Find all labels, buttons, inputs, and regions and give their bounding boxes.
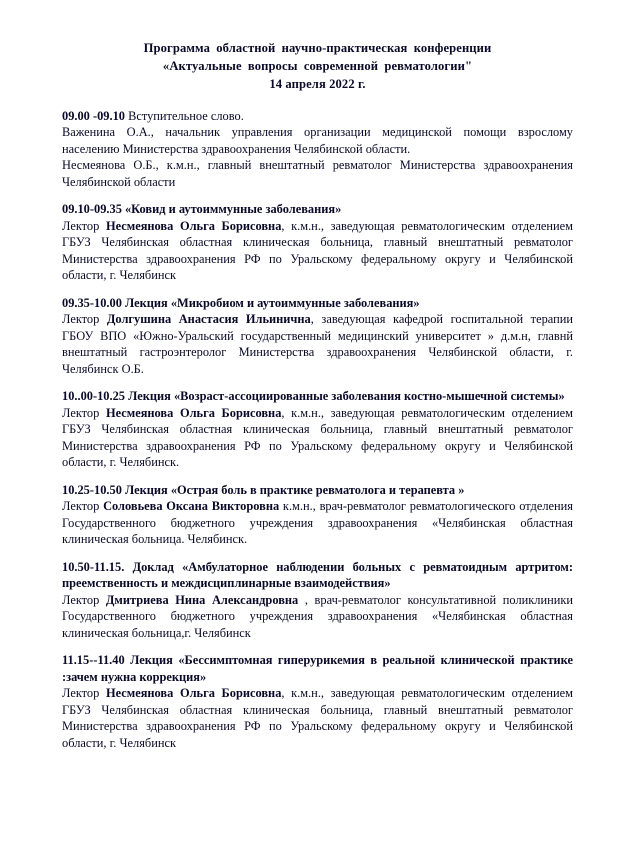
lecturer-details: , к.м.н., заведующая ревматологическим отделением ГБУЗ Челябинская областная клиническая больница, главный внештатный ревматолог Министерства здравоохранения РФ по Уральскому федеральному округу и Челябинской области, г. Челябинск. — [62, 405, 573, 470]
section-lecturer — [62, 592, 573, 642]
lecturer-name: Несмеянова Ольга Борисовна — [105, 218, 282, 233]
section-heading — [62, 295, 573, 312]
section-lecturer — [62, 311, 573, 377]
section-time: 09.10-09.35 — [62, 202, 122, 217]
lecturer-details: , к.м.н., заведующая ревматологическим отделением ГБУЗ Челябинская областная клиническая больница, главный внештатный ревматолог Министерства здравоохранения РФ по Уральскому федеральному округу и Челябинской области, г. Челябинск — [62, 686, 573, 750]
lecturer-details: , врач-ревматолог консультативной поликлиники Государственного бюджетного учреждения здравоохранения «Челябинская областная клиническая больница,г. Челябинск — [62, 592, 573, 640]
section-heading-rest: Лекция «Микробиом и аутоиммунные заболевания» — [121, 295, 420, 310]
section-time: 10..00-10.25 — [62, 389, 125, 404]
section-lecturer — [62, 685, 573, 751]
section-heading — [62, 388, 573, 405]
lecturer-prefix: Лектор — [62, 686, 106, 701]
section-heading — [62, 108, 573, 125]
lecturer-details: к.м.н., врач-ревматолог ревматологического отделения Государственного бюджетного учреждения здравоохранения «Челябинская областная клиническая больница. Челябинск. — [62, 499, 573, 547]
section-heading — [62, 482, 573, 499]
section-lecturer — [62, 218, 573, 284]
document-title — [62, 40, 573, 94]
title-line-1: Программа областной научно-практическая конференции — [143, 41, 492, 55]
section-time: 11.15--11.40 — [62, 653, 125, 668]
section-lecturer — [62, 405, 573, 471]
lecturer-prefix: Лектор — [62, 405, 106, 420]
section-heading — [62, 652, 573, 685]
lecturer-prefix: Лектор — [62, 218, 106, 233]
section-time: 10.50-11.15. — [62, 559, 125, 574]
lecturer-name: Соловьева Оксана Викторовна — [103, 499, 280, 514]
lecturer-name: Дмитриева Нина Александровна — [105, 592, 299, 607]
section-heading — [62, 559, 573, 592]
section-heading-rest: Лекция «Бессимптомная гиперурикемия в реальной клинической практике :зачем нужна коррекция» — [62, 653, 573, 684]
section-time: 09.35-10.00 — [62, 295, 122, 310]
lecturer-prefix: Лектор — [62, 499, 104, 514]
program-section — [62, 559, 573, 642]
program-section — [62, 482, 573, 548]
section-time: 09.00 -09.10 — [62, 108, 125, 123]
section-heading-rest: Доклад «Амбулаторное наблюдении больных с ревматоидным артритом: преемственность и междисциплинарные взаимодействия» — [62, 559, 573, 591]
program-section — [62, 295, 573, 378]
section-heading-rest: «Ковид и аутоиммунные заболевания» — [121, 202, 342, 217]
section-heading-rest: Лекция «Острая боль в практике ревматолога и терапевта » — [121, 482, 465, 497]
section-paragraph: Важенина О.А., начальник управления организации медицинской помощи взрослому населению Министерства здравоохранения Челябинской области. — [62, 125, 573, 156]
program-section — [62, 388, 573, 471]
lecturer-details: , заведующая кафедрой госпитальной терапии ГБОУ ВПО «Южно-Уральский государственный медицинский университет » д.м.н, главнй внештатный гастроэнтеролог Министерства здравоохранения Челябинской области, г. Челябинск О.Б. — [62, 312, 574, 376]
lecturer-name: Несмеянова Ольга Борисовна — [105, 405, 282, 420]
section-time: 10.25-10.50 — [62, 482, 122, 497]
program-section — [62, 201, 573, 284]
title-line-2: «Актуальные вопросы современной ревматологии" — [162, 58, 473, 73]
lecturer-name: Долгушина Анастасия Ильинична — [106, 312, 311, 327]
program-section — [62, 108, 573, 191]
lecturer-prefix: Лектор — [62, 312, 107, 327]
section-heading — [62, 201, 573, 218]
section-heading-rest: Лекция «Возраст-ассоциированные заболевания костно-мышечной системы» — [124, 389, 565, 404]
lecturer-name: Несмеянова Ольга Борисовна — [105, 686, 282, 701]
program-section — [62, 652, 573, 751]
section-lecturer — [62, 498, 573, 548]
section-paragraph: Несмеянова О.Б., к.м.н., главный внештатный ревматолог Министерства здравоохранения Челябинской области — [62, 158, 573, 189]
title-line-3: 14 апреля 2022 г. — [269, 76, 366, 91]
lecturer-details: , к.м.н., заведующая ревматологическим отделением ГБУЗ Челябинская областная клиническая больница, главный внештатный ревматолог Министерства здравоохранения РФ по Уральскому федеральному округу и Челябинской области, г. Челябинск — [62, 218, 573, 283]
section-heading-rest: Вступительное слово. — [124, 108, 244, 123]
lecturer-prefix: Лектор — [62, 592, 106, 607]
